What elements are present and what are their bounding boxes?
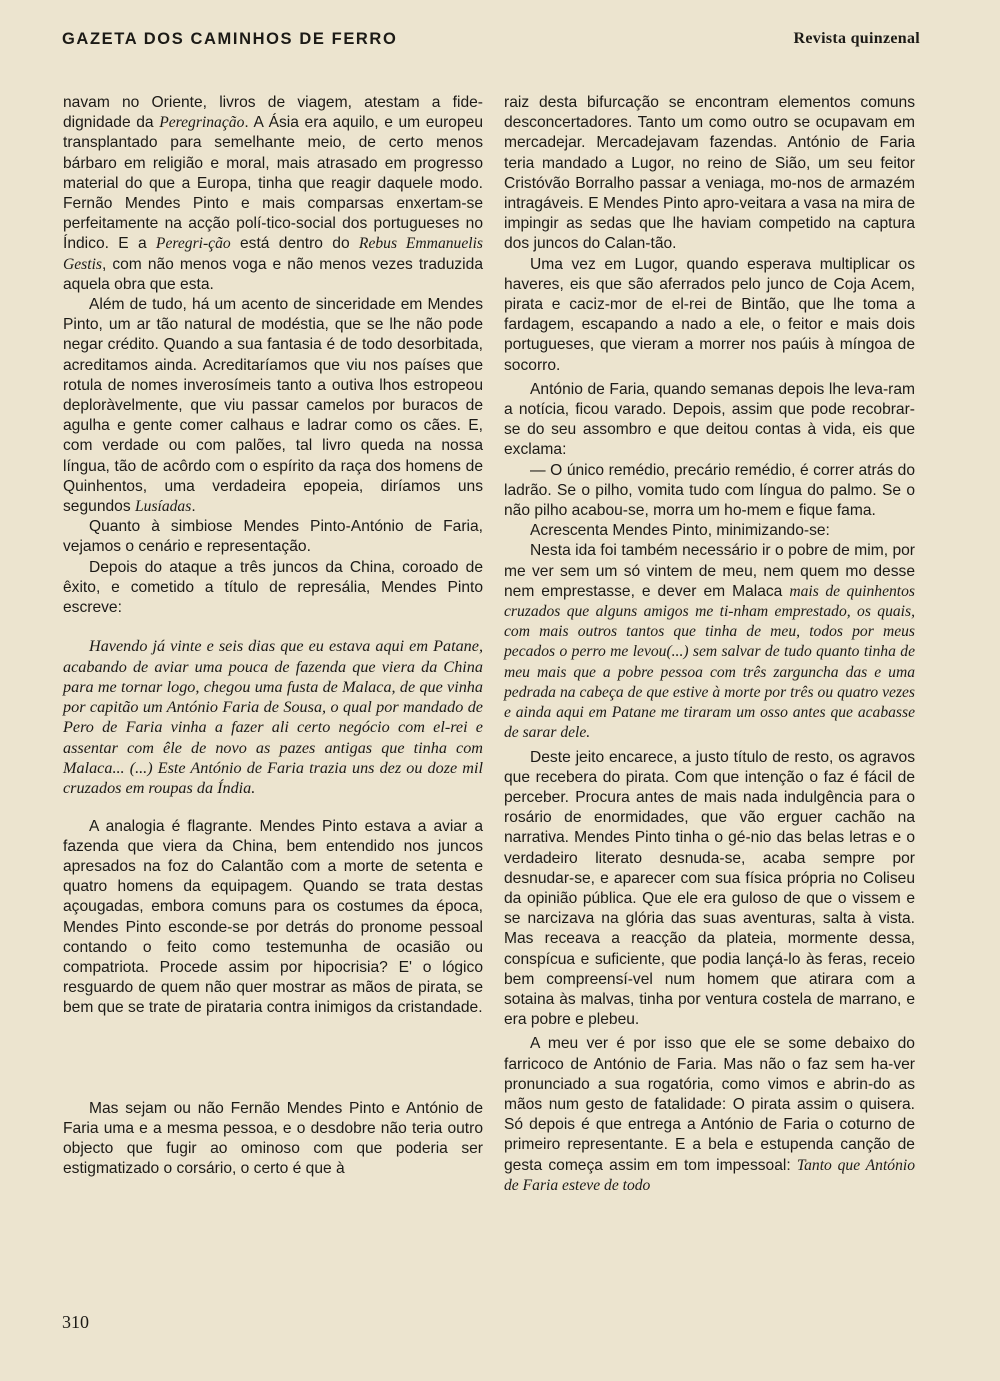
paragraph: raiz desta bifurcação se encontram elementos comuns desconcertadores. Tanto um como outro se ocupavam em mercadejar. Mercadejavam fazendas. António de Faria teria mandado a Lugor, no reino de Sião, um seu feitor Cristóvão Borralho passar a veniaga, mo-nos de armazém intragáveis. E Mendes Pinto apro-veitara a vasa na mira de impingir as sedas que lhe haviam competido na captura dos juncos do Calan-tão. [504, 94, 915, 253]
left-column [63, 93, 483, 1180]
paragraph: — O único remédio, precário remédio, é correr atrás do ladrão. Se o pilho, vomita tudo com língua do palmo. Se o não pilho acabou-se, morra um ho-mem e fique fama. [504, 461, 915, 520]
block-quote: Havendo já vinte e seis dias que eu estava aqui em Patane, acabando de aviar uma pouca de fazenda que viera da China para me tornar logo, chegou uma fusta de Malaca, de que vinha por capitão um António Faria de Sousa, o qual por mandado de Pero de Faria vinha a fazer ali certo negócio com el-rei e assentar com êle de novo as pazes antigas que tinha com Malaca... (...) Este António de Faria trazia uns dez ou doze mil cruzados em roupas da Índia. [63, 637, 483, 798]
paragraph: A meu ver é por isso que ele se some debaixo do farricoco de António de Faria. Mas não o faz sem ha-ver pronunciado a sua rogatória, como vimos e abrin-do as mãos num gesto de fatalidade: O pirata assim o quisera. Só depois é que entrega a António de Faria o coturno de primeiro representante. E a bela e estupenda canção de gesta começa assim em tom impessoal: Tanto que António de Faria esteve de todo [504, 1035, 916, 1194]
paragraph: António de Faria, quando semanas depois lhe leva-ram a notícia, ficou varado. Depois, assim que pode recobrar-se do seu assombro e que deitou contas à vida, eis que exclama: [504, 380, 915, 459]
magazine-title: GAZETA DOS CAMINHOS DE FERRO [62, 30, 398, 48]
paragraph: Deste jeito encarece, a justo título de resto, os agravos que recebera do pirata. Com que intenção o faz é fácil de perceber. Procura antes de mais nada indulgência para o rosário de enormidades, que vão erguer cachão na narrativa. Mendes Pinto tinha o gé-nio das belas letras e o verdadeiro literato desnuda-se, acaba sempre por desnudar-se, e aparecer com sua física própria no Coliseu da opinião pública. Que ele era guloso de que o vissem e se narcizava na glória das suas aventuras, salta à vista. Mas receava a reacção da plateia, mormente dessa, conspícua e suficiente, que podia lançá-lo às feras, receio bem compreensí-vel num homem que atirara com a sotaina às malvas, tinha por ventura costela de marrano, e era pobre e plebeu. [504, 748, 915, 1029]
paragraph: Mas sejam ou não Fernão Mendes Pinto e António de Faria uma e a mesma pessoa, e o desdobre não teria outro objecto que fugir ao ominoso com que poderia ser estigmatizado o corsário, o certo é que à [63, 1099, 483, 1178]
paragraph: Acrescenta Mendes Pinto, minimizando-se: [530, 522, 830, 540]
magazine-subtitle: Revista quinzenal [793, 30, 920, 47]
paragraph: Uma vez em Lugor, quando esperava multiplicar os haveres, eis que são aferrados pelo junco de Coja Acem, pirata e caciz-mor de el-rei de Bintão, que lhe toma a fardagem, escapando a nado a ele, o feitor e mais dois portugueses, que vieram a morrer nos paúis à míngoa de socorro. [504, 255, 915, 374]
page-number: 310 [62, 1312, 89, 1332]
right-column [504, 93, 915, 1196]
paragraph: Nesta ida foi também necessário ir o pobre de mim, por me ver sem um só vintem de meu, nem quem mo desse nem emprestasse, e dever em Malaca mais de quinhentos cruzados que alguns amigos me ti-nham emprestado, os quais, com mais outros tantos que tinha de meu, todos por meus pecados o perro me levou(...) sem salvar de tudo quanto tinha de meu mais que a pobre pessoa com três zarguncha das e uma pedrada na cabeça de que estive à morte por três ou quatro vezes e ainda aqui em Patane me tiraram um osso antes que acabasse de sarar dele. [504, 542, 915, 742]
paragraph: A analogia é flagrante. Mendes Pinto estava a aviar a fazenda que viera da China, bem entendido nos juncos apresados na foz do Calantão com a morte de setenta e quatro homens da equipagem. Quando se trata destas açougadas, embora comuns para os costumes da época, Mendes Pinto esconde-se por detrás do pronome pessoal contando o feito como testemunha de ocasião ou compatriota. Procede assim por hipocrisia? E' o lógico resguardo de quem não quer mostrar as mãos de pirata, se bem que se trate de pirataria contra inimigos da cristandade. [63, 817, 483, 1017]
paragraph: Quanto à simbiose Mendes Pinto-António de Faria, vejamos o cenário e representação. [63, 518, 483, 556]
paragraph: navam no Oriente, livros de viagem, atestam a fide-dignidade da Peregrinação. A Ásia era aquilo, e um europeu transplantado para semelhante meio, de certo menos bárbaro em religião e moral, mais atrasado em progresso material do que a Europa, tinha que reagir daquele modo. Fernão Mendes Pinto e mais comparsas enxertam-se perfeitamente na acção polí-tico-social dos portugueses no Índico. E a Peregri-ção está dentro do Rebus Emmanuelis Gestis, com não menos voga e não menos vezes traduzida aquela obra que esta. [63, 94, 483, 293]
paragraph: Depois do ataque a três juncos da China, coroado de êxito, e cometido a título de represália, Mendes Pinto escreve: [63, 558, 483, 617]
paragraph: Além de tudo, há um acento de sinceridade em Mendes Pinto, um ar tão natural de modéstia, que se lhe não pode negar crédito. Quando a sua fantasia é de todo desorbitada, acreditamos ainda. Acreditaríamos que viu nos países que rotula de nomes inverosímeis tanto a outiva lhos estropeou deploràvelmente, que viu passar camelos por buracos de agulha e gente comer calhaus e ladrar como os cães. E, com verdade ou com palões, tal livro queda na nossa língua, tão de acôrdo com o espírito da raça dos homens de Quinhentos, uma verdadeira epopeia, diríamos uns segundos Lusíadas. [63, 296, 483, 516]
